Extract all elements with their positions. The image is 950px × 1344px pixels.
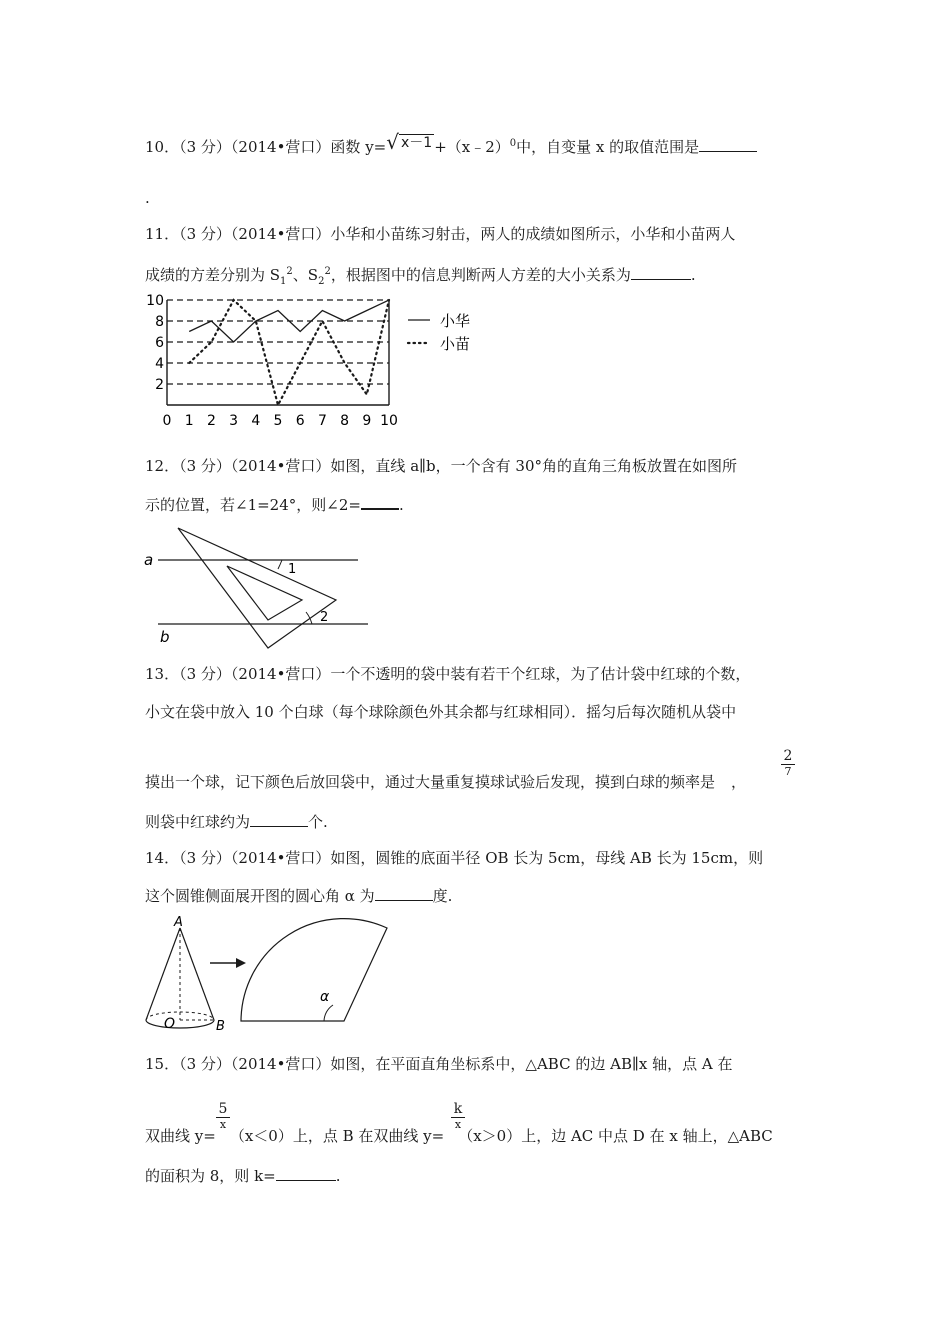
chart-lines [189,300,389,405]
q15-line1: 15．（3 分）（2014•营口）如图，在平面直角坐标系中，△ABC 的边 AB∥x 轴，点 A 在 [145,1055,733,1073]
label-a: a [144,551,154,569]
q12-line2: 示的位置，若∠1=24°，则∠2= . [145,496,404,514]
answer-blank-15 [276,1166,336,1181]
x-tick-label: 8 [340,413,350,429]
outer-triangle [178,528,336,648]
label-b: b [160,628,170,646]
x-tick-label: 3 [229,413,239,429]
answer-blank-10 [699,137,757,152]
fraction-2-7: 2 7 [781,748,795,779]
x-tick-label: 10 [380,413,398,429]
q13-line3: 摸出一个球，记下颜色后放回袋中，通过大量重复摸球试验后发现，摸到白球的频率是 ， [145,773,747,791]
x-tick-label: 7 [317,413,327,429]
x-tick-label: 6 [295,413,305,429]
radicand: x－1 [400,135,433,151]
label-A: A [174,915,183,930]
cone-right-edge [180,928,214,1020]
sector [241,919,387,1021]
cone-base-front [146,1020,214,1028]
sqrt-sign: √ [386,130,399,154]
label-B: B [216,1019,225,1034]
q13-line1: 13．（3 分）（2014•营口）一个不透明的袋中装有若干个红球，为了估计袋中红球的个数， [145,665,751,683]
x-tick-label: 4 [251,413,261,429]
x-tick-label: 5 [273,413,283,429]
x-tick-label: 9 [362,413,372,429]
q14-line1: 14．（3 分）（2014•营口）如图，圆锥的底面半径 OB 长为 5cm，母线 AB 长为 15cm，则 [145,849,764,867]
y-tick-label: 2 [155,377,164,393]
x-tick-label: 1 [184,413,194,429]
arrow-head-icon [236,958,246,968]
alpha-arc [324,1005,333,1021]
y-tick-label: 8 [155,314,164,330]
series-line-2 [189,300,389,405]
cone-left-edge [146,928,180,1020]
q13-line2: 小文在袋中放入 10 个白球（每个球除颜色外其余都与红球相同）．摇匀后每次随机从袋中 [145,703,737,721]
label-O: O [164,1016,176,1032]
answer-blank-11 [631,265,691,280]
q13-line4: 则袋中红球约为 个. [145,813,328,831]
y-tick-label: 6 [155,335,164,351]
label-alpha: α [320,989,330,1005]
q14-line2: 这个圆锥侧面展开图的圆心角 α 为 度. [145,887,453,905]
q11-line2: 成绩的方差分别为 $S_1^2$、$S_2^2$，根据图中的信息判断两人方差的大小关系为 . [145,266,696,287]
parallel-lines-triangle-figure [140,525,380,650]
fraction-5-x: 5 x [216,1101,230,1132]
q10-line: 10．（3 分）（2014•营口）函数 y=√ x－1 +（x﹣2）$^0$中，自变量 x 的取值范围是 [145,132,757,157]
chart-legend [408,312,470,353]
x-tick-label: 2 [206,413,216,429]
fraction-k-x: k x [451,1101,465,1132]
legend-label-2: 小苗 [440,335,471,353]
score-line-chart [140,292,500,432]
q11-line1: 11．（3 分）（2014•营口）小华和小苗练习射击，两人的成绩如图所示，小华和小苗两人 [145,225,736,243]
q10-end: . [145,189,150,207]
answer-blank-12 [361,494,399,510]
answer-blank-13 [250,812,308,827]
q15-line3: 的面积为 8，则 k= . [145,1167,341,1185]
answer-blank-14 [375,886,433,901]
label-2: 2 [320,610,329,625]
y-tick-label: 10 [146,293,164,309]
q15-line2: 双曲线 y= （x＜0）上，点 B 在双曲线 y= （x＞0）上，边 AC 中点 D 在 x 轴上，△ABC [145,1127,773,1145]
label-1: 1 [288,562,297,577]
cone-figure [138,912,398,1037]
legend-label-1: 小华 [440,312,471,330]
x-tick-label: 0 [162,413,172,429]
angle-1-arc [278,560,282,569]
y-tick-label: 4 [155,356,164,372]
q12-line1: 12．（3 分）（2014•营口）如图，直线 a∥b，一个含有 30°角的直角三角板放置在如图所 [145,457,738,475]
